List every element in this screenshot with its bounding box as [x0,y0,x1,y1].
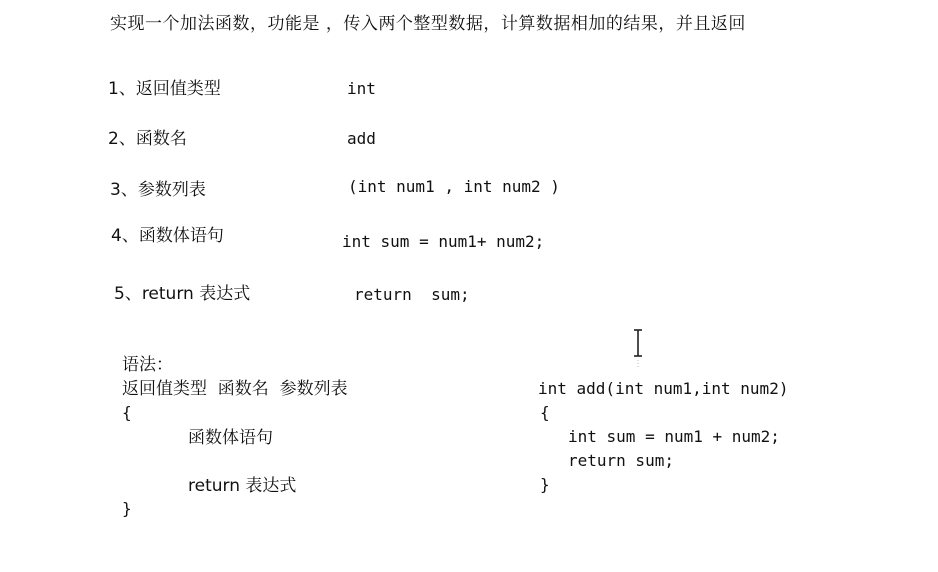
syntax-heading: 语法： [122,355,173,375]
example-line-return: return sum; [568,451,674,470]
page-title: 实现一个加法函数，功能是 ，传入两个整型数据，计算数据相加的结果，并且返回 [110,14,746,34]
step-label-function-name: 2、函数名 [108,129,187,149]
syntax-body-statement: 函数体语句 [188,428,273,448]
example-open-brace: { [540,403,550,422]
syntax-return-statement: return 表达式 [188,476,297,496]
step-value-return-expression: return sum; [354,285,470,304]
step-label-function-body: 4、函数体语句 [111,226,224,246]
step-value-parameter-list: (int num1 , int num2 ) [348,177,560,196]
step-value-return-type: int [347,79,376,98]
syntax-close-brace: } [122,499,132,518]
text-cursor-icon [629,326,647,370]
step-label-return-type: 1、返回值类型 [108,79,221,99]
step-value-function-body: int sum = num1+ num2; [342,232,545,251]
example-signature: int add(int num1,int num2) [538,379,789,398]
step-label-parameter-list: 3、参数列表 [110,180,206,200]
example-close-brace: } [540,475,550,494]
step-label-return-expression: 5、return 表达式 [114,284,251,304]
step-value-function-name: add [347,129,376,148]
syntax-signature: 返回值类型 函数名 参数列表 [122,379,348,399]
syntax-open-brace: { [122,403,132,422]
example-line-sum: int sum = num1 + num2; [568,427,780,446]
